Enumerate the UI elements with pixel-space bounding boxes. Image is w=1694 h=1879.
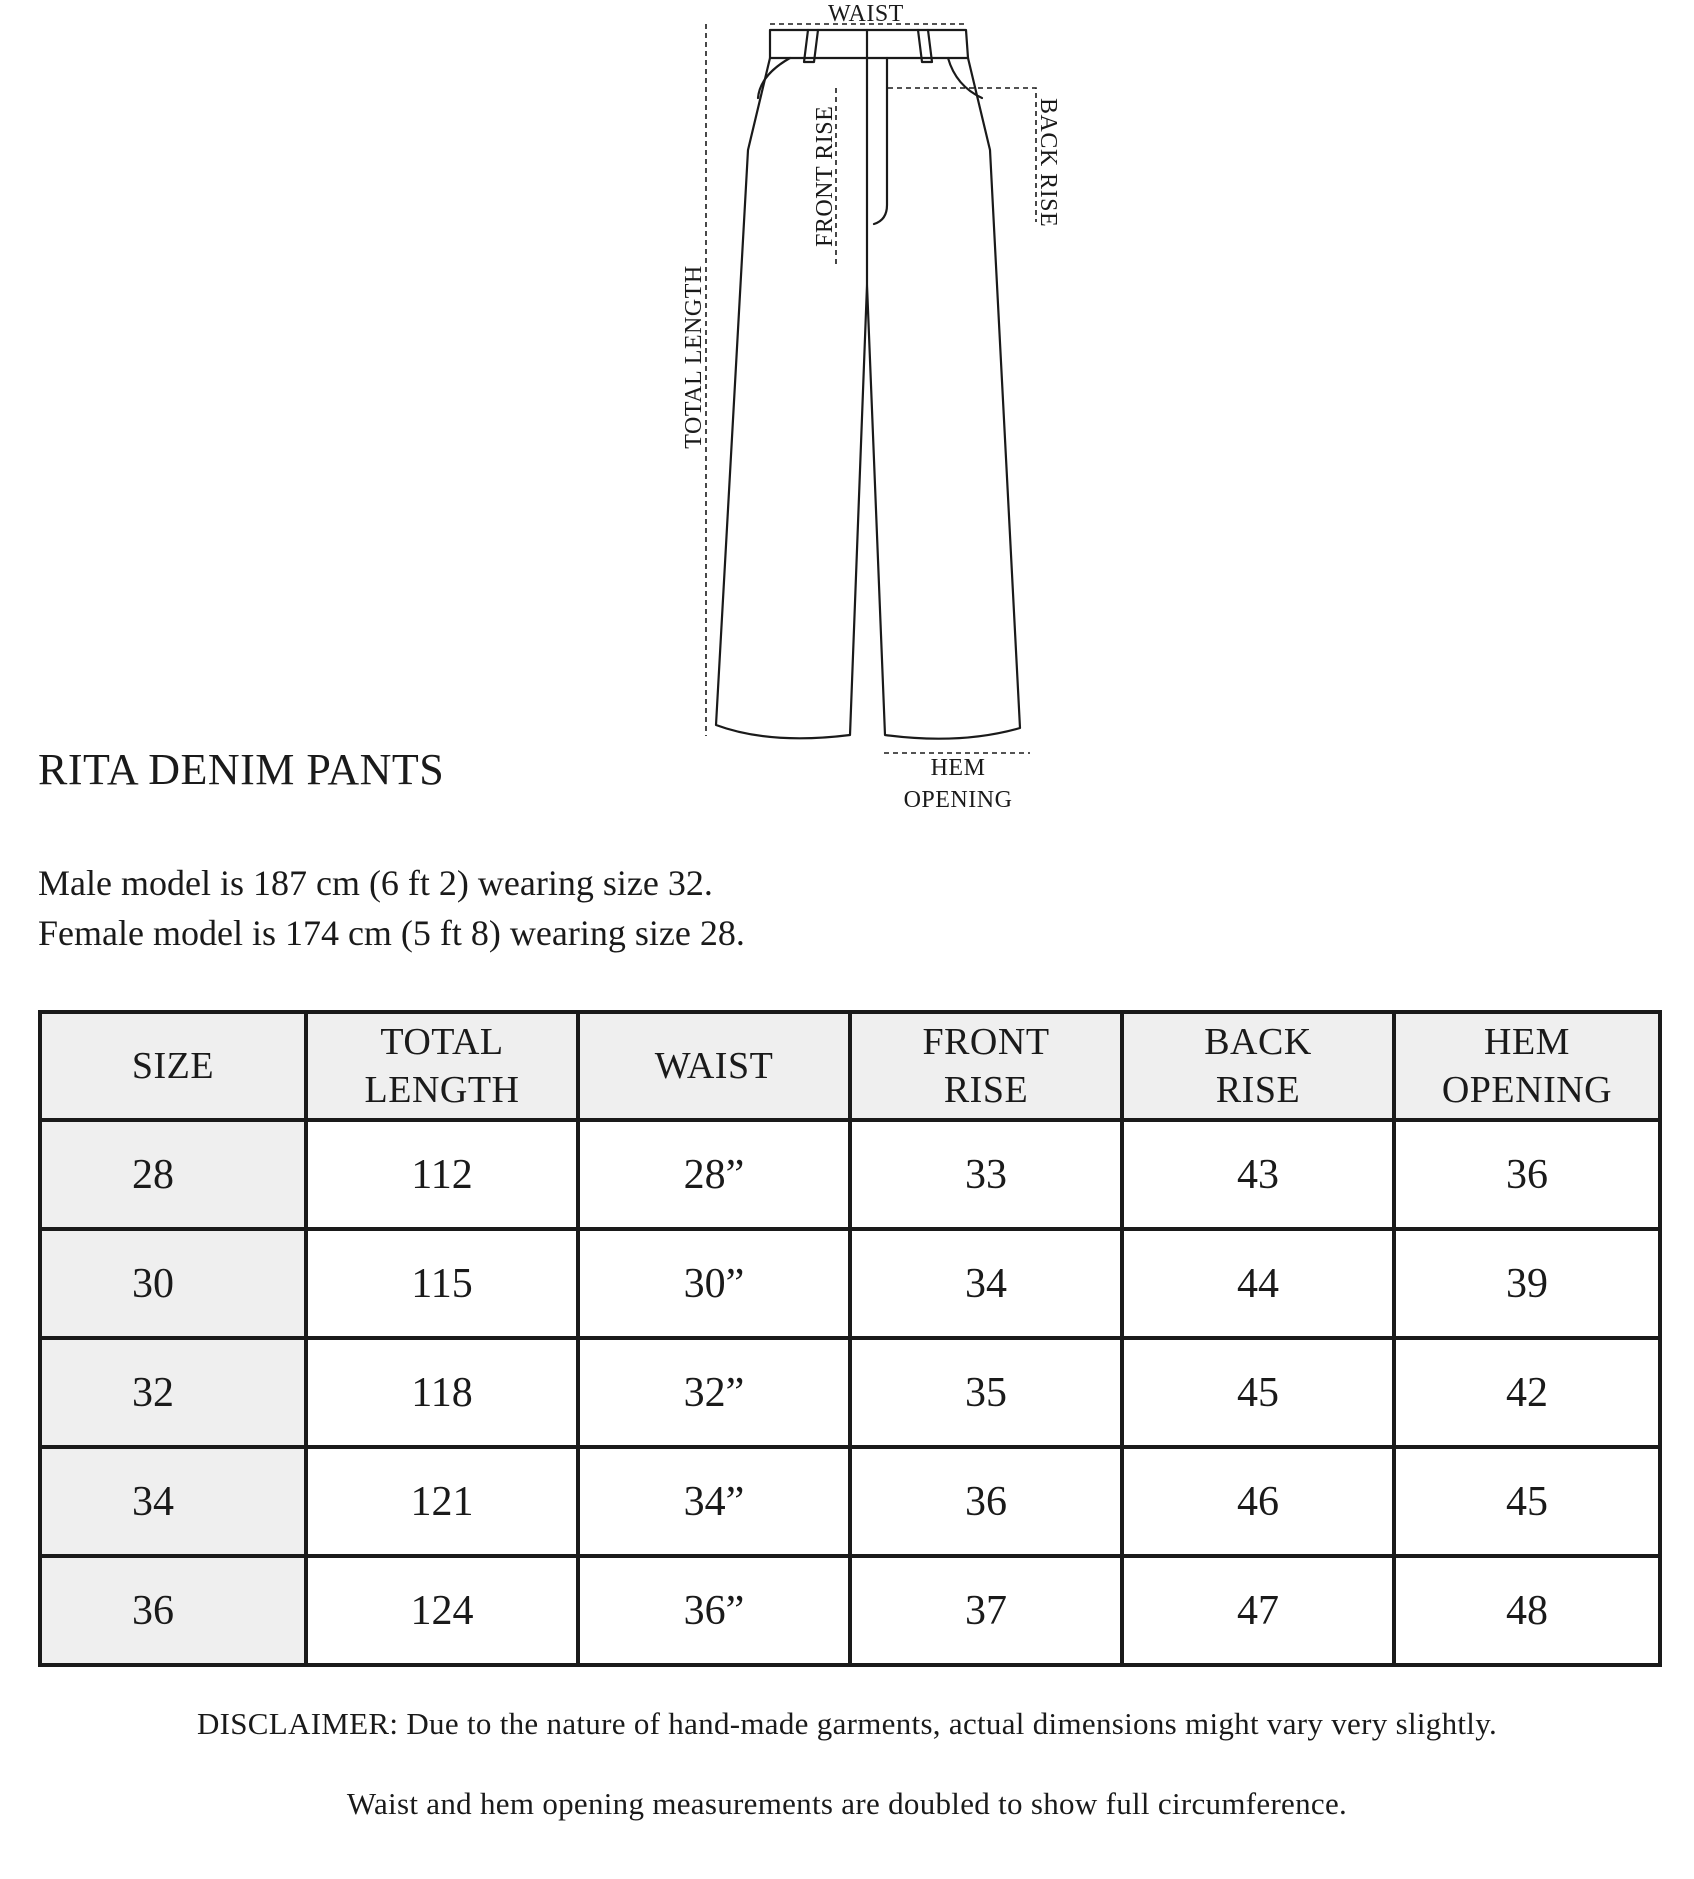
waist-cell: 34” [578, 1447, 850, 1556]
total-length-cell: 112 [306, 1120, 578, 1229]
waist-cell: 32” [578, 1338, 850, 1447]
header-hem-opening [1394, 1012, 1660, 1120]
header-hem-opening-line2: OPENING [1441, 1069, 1613, 1111]
header-waist [578, 1012, 850, 1120]
size-cell: 28 [40, 1120, 306, 1229]
size-cell: 34 [40, 1447, 306, 1556]
header-front-rise-line1: FRONT [922, 1021, 1050, 1063]
table-row [40, 1120, 1660, 1229]
header-front-rise-line2: RISE [943, 1069, 1029, 1111]
hem-opening-cell: 42 [1394, 1338, 1660, 1447]
hem-opening-cell: 39 [1394, 1229, 1660, 1338]
header-total-length-line2: LENGTH [364, 1069, 520, 1111]
hem-opening-cell: 36 [1394, 1120, 1660, 1229]
header-back-rise-line2: RISE [1215, 1069, 1301, 1111]
header-size [40, 1012, 306, 1120]
waist-cell: 36” [578, 1556, 850, 1665]
header-total-length-line1: TOTAL [380, 1021, 504, 1063]
header-hem-opening-line1: HEM [1484, 1021, 1570, 1063]
product-title: RITA DENIM PANTS [38, 745, 445, 794]
pants-measurement-diagram [0, 0, 1694, 830]
front-rise-dimension-label: FRONT RISE [812, 105, 838, 247]
total-length-dimension-label: TOTAL LENGTH [681, 265, 707, 449]
size-chart-table [38, 1010, 1662, 1667]
back-rise-dimension-label: BACK RISE [1035, 98, 1061, 228]
total-length-cell: 121 [306, 1447, 578, 1556]
hem-opening-cell: 45 [1394, 1447, 1660, 1556]
waist-cell: 30” [578, 1229, 850, 1338]
hem-opening-label-line1: HEM [930, 755, 986, 781]
front-rise-cell: 33 [850, 1120, 1122, 1229]
disclaimer-text: DISCLAIMER: Due to the nature of hand-made garments, actual dimensions might vary very slightly. [196, 1706, 1498, 1741]
hem-opening-label-line2: OPENING [903, 787, 1013, 813]
back-rise-cell: 43 [1122, 1120, 1394, 1229]
back-rise-cell: 46 [1122, 1447, 1394, 1556]
front-rise-cell: 36 [850, 1447, 1122, 1556]
circumference-note: Waist and hem opening measurements are doubled to show full circumference. [346, 1786, 1348, 1821]
size-cell: 30 [40, 1229, 306, 1338]
size-cell: 36 [40, 1556, 306, 1665]
header-front-rise [850, 1012, 1122, 1120]
header-total-length [306, 1012, 578, 1120]
model-info [38, 858, 745, 958]
table-row [40, 1556, 1660, 1665]
back-rise-cell: 47 [1122, 1556, 1394, 1665]
hem-opening-cell: 48 [1394, 1556, 1660, 1665]
size-cell: 32 [40, 1338, 306, 1447]
back-rise-cell: 45 [1122, 1338, 1394, 1447]
front-rise-cell: 35 [850, 1338, 1122, 1447]
total-length-cell: 118 [306, 1338, 578, 1447]
waist-dimension-label: WAIST [828, 1, 904, 27]
table-row [40, 1447, 1660, 1556]
table-row [40, 1229, 1660, 1338]
header-back-rise-line1: BACK [1204, 1021, 1312, 1063]
waist-cell: 28” [578, 1120, 850, 1229]
pants-illustration [0, 0, 1694, 830]
female-model-info: Female model is 174 cm (5 ft 8) wearing size 28. [38, 913, 745, 953]
total-length-cell: 115 [306, 1229, 578, 1338]
front-rise-cell: 34 [850, 1229, 1122, 1338]
total-length-cell: 124 [306, 1556, 578, 1665]
header-waist-text: WAIST [654, 1045, 774, 1087]
table-header-row [40, 1012, 1660, 1120]
table-row [40, 1338, 1660, 1447]
male-model-info: Male model is 187 cm (6 ft 2) wearing size 32. [38, 863, 713, 903]
back-rise-cell: 44 [1122, 1229, 1394, 1338]
header-back-rise [1122, 1012, 1394, 1120]
front-rise-cell: 37 [850, 1556, 1122, 1665]
header-size-text: SIZE [131, 1045, 215, 1087]
